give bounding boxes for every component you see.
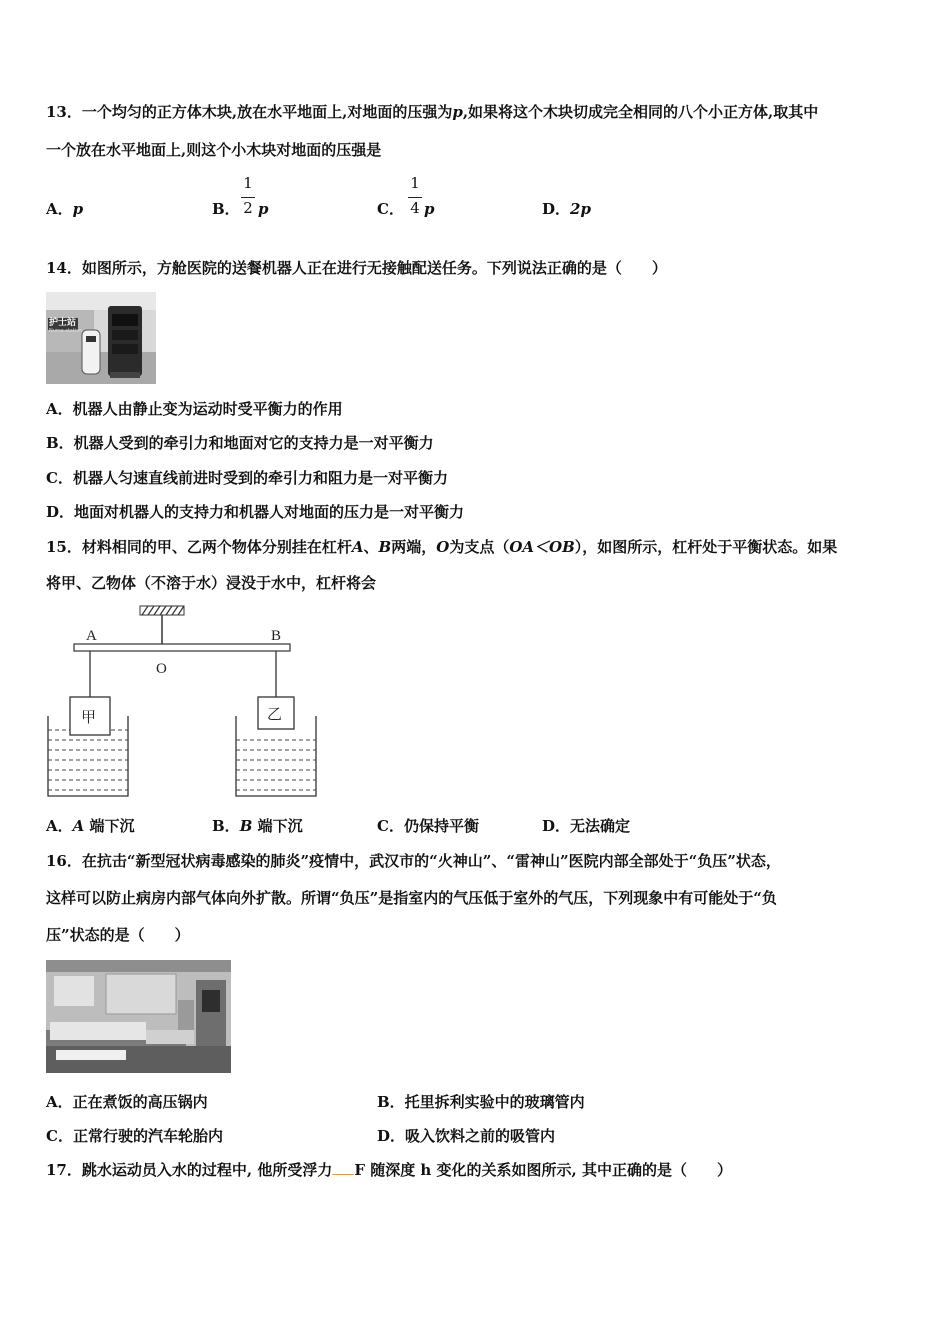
q13-text: 13．一个均匀的正方体木块,放在水平地面上,对地面的压强为	[46, 103, 453, 121]
option-text: 端下沉	[84, 817, 135, 835]
label-a: A	[86, 628, 97, 644]
blank-underline	[332, 1162, 354, 1175]
q15-text-d: ），如图所示，杠杆处于平衡状态。如果	[574, 538, 838, 556]
option-label: C．	[377, 200, 404, 218]
q15-option-a	[46, 816, 135, 836]
label-b: B	[271, 628, 282, 644]
q15-option-b	[212, 816, 303, 836]
q13-var-p: p	[452, 103, 463, 121]
q13-option-c	[377, 199, 404, 219]
q14-option-d: D．地面对机器人的支持力和机器人对地面的压力是一对平衡力	[46, 503, 465, 521]
q16-option-b: B．托里拆利实验中的玻璃管内	[377, 1093, 585, 1111]
q15-var-o: O	[436, 538, 450, 556]
q13-option-d	[542, 199, 591, 219]
q13-option-b	[212, 199, 240, 219]
q17-stem	[46, 1160, 732, 1180]
hospital-ward-drawing	[46, 960, 231, 1073]
q14-stem: 14．如图所示，方舱医院的送餐机器人正在进行无接触配送任务。下列说法正确的是（ ）	[46, 259, 667, 277]
q15-sep: 、	[363, 538, 379, 556]
q13-option-c-var: p	[424, 200, 435, 218]
option-value: p	[72, 200, 84, 218]
option-var: A	[72, 817, 85, 835]
q17-text-a: 17．跳水运动员入水的过程中, 他所受浮力	[46, 1161, 333, 1179]
q15-condition: OA＜OB	[509, 538, 575, 556]
q15-var-b: B	[378, 538, 392, 556]
q15-option-c: C．仍保持平衡	[377, 817, 479, 835]
q16-line-2: 这样可以防止病房内部气体向外扩散。所谓“负压”是指室内的气压低于室外的气压，下列现象中有可能处于“负	[46, 889, 777, 907]
nurse-station-sign: 护士站	[49, 318, 77, 328]
fraction-denominator: 4	[410, 199, 420, 217]
q15-line-1	[46, 537, 837, 557]
option-label: B．	[212, 817, 240, 835]
q15-text-c: 为支点（	[449, 538, 510, 556]
fraction-bar	[408, 197, 422, 198]
nurse-station-sign-en: Nurse station	[49, 328, 83, 334]
q16-option-a: A．正在煮饭的高压锅内	[46, 1093, 208, 1111]
fraction-numerator: 1	[243, 174, 253, 192]
ceiling-support	[140, 606, 184, 644]
label-o: O	[156, 661, 167, 677]
hospital-ward-photo	[46, 960, 231, 1073]
q14-option-b: B．机器人受到的牵引力和地面对它的支持力是一对平衡力	[46, 434, 434, 452]
lever-bar	[74, 644, 290, 651]
q13-line-2: 一个放在水平地面上,则这个小木块对地面的压强是	[46, 141, 382, 159]
fraction-denominator: 2	[243, 199, 253, 217]
option-text: 端下沉	[252, 817, 303, 835]
q16-line-1: 16．在抗击“新型冠状病毒感染的肺炎”疫情中，武汉市的“火神山”、“雷神山”医院内部全部处于“负压”状态，	[46, 852, 781, 870]
option-value: 2p	[570, 200, 591, 218]
option-label: D．	[542, 200, 571, 218]
q13-text-b: ,如果将这个木块切成完全相同的八个小正方体,取其中	[462, 103, 819, 121]
robot-photo-drawing	[46, 292, 156, 384]
q14-option-a: A．机器人由静止变为运动时受平衡力的作用	[46, 400, 343, 418]
option-label: A．	[46, 817, 73, 835]
q16-option-c: C．正常行驶的汽车轮胎内	[46, 1127, 223, 1145]
fraction-numerator: 1	[410, 174, 420, 192]
q15-text: 15．材料相同的甲、乙两个物体分别挂在杠杆	[46, 538, 352, 556]
lever-diagram	[44, 604, 334, 804]
q13-option-b-fraction	[240, 174, 256, 222]
q13-option-a	[46, 199, 83, 219]
robot-photo	[46, 292, 156, 384]
q15-var-a: A	[351, 538, 364, 556]
option-var: B	[239, 817, 253, 835]
fraction-bar	[241, 197, 255, 198]
q17-text-b: F 随深度 h 变化的关系如图所示, 其中正确的是（ ）	[354, 1161, 732, 1179]
q14-option-c: C．机器人匀速直线前进时受到的牵引力和阻力是一对平衡力	[46, 469, 448, 487]
q16-option-d: D．吸入饮料之前的吸管内	[377, 1127, 556, 1145]
q13-line-1	[46, 102, 818, 122]
q15-option-d: D．无法确定	[542, 817, 631, 835]
q15-line-2: 将甲、乙物体（不溶于水）浸没于水中，杠杆将会	[46, 574, 377, 592]
q15-text-b: 两端，	[391, 538, 437, 556]
object-yi-label: 乙	[267, 705, 283, 723]
option-label: B．	[212, 200, 240, 218]
option-label: A．	[46, 200, 73, 218]
q13-option-b-var: p	[258, 200, 269, 218]
q13-option-c-fraction	[407, 174, 423, 222]
q16-line-3: 压”状态的是（ ）	[46, 926, 190, 944]
object-jia-label: 甲	[81, 708, 97, 726]
